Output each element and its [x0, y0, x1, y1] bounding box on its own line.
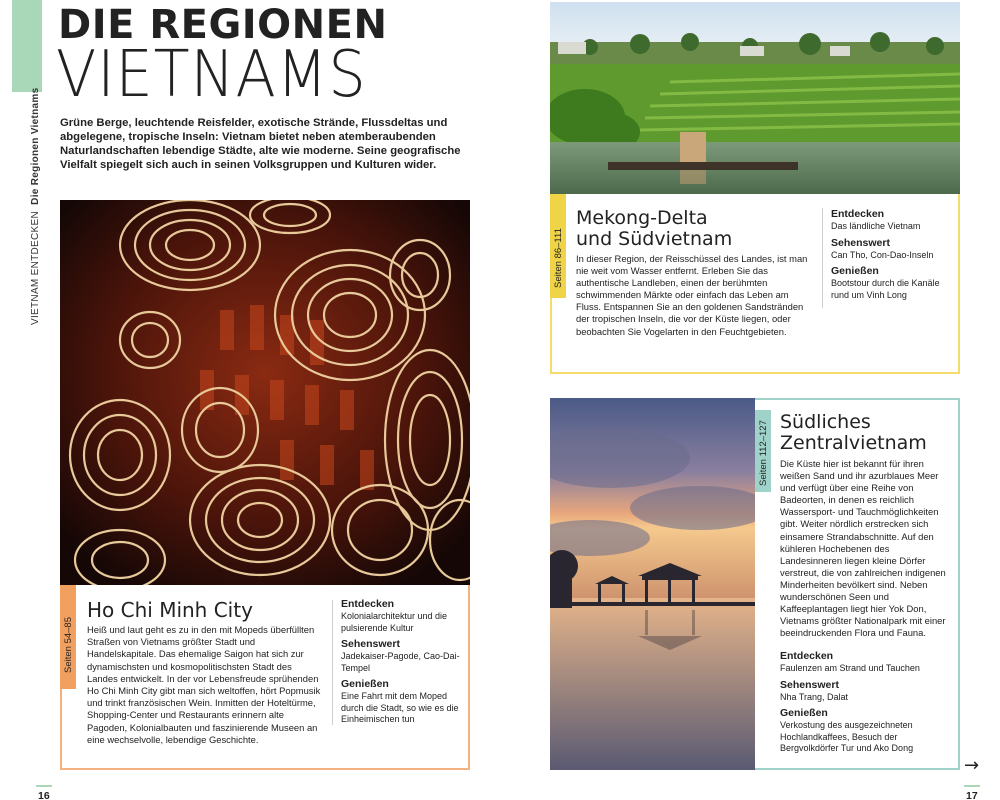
running-head — [30, 87, 48, 325]
mekong-pages: Seiten 86–111 — [553, 228, 564, 288]
hcm-title: Ho Chi Minh City — [87, 598, 253, 622]
south-title-line2: Zentralvietnam — [780, 432, 927, 454]
incense-coils-photo — [60, 200, 470, 585]
south-title-line1: Südliches — [780, 411, 871, 433]
mekong-entdecken-label: Entdecken — [831, 208, 885, 220]
mekong-page-tab — [550, 194, 566, 298]
mekong-text: In dieser Region, der Reisschüssel des Landes, ist man nie weit vom Wasser entfernt. Erleben Sie das authentische Landleben, einen der berühmten schwimmenden Märkte oder einfach das Leben am Fluss. Entspannen Sie an den goldenen Sandstränden der tropischen Inseln, die vor der Küste liegen, oder beobachten Sie Vogelarten in den Feuchtgebieten. — [576, 253, 808, 337]
mekong-title — [576, 208, 732, 250]
south-page-tab — [755, 410, 771, 492]
hcm-pages: Seiten 54–85 — [63, 617, 74, 673]
mekong-sehenswert: Can Tho, Con-Dao-Inseln — [831, 249, 934, 260]
hcm-sehenswert: Jadekaiser-Pagode, Cao-Dai-Tempel — [341, 651, 460, 673]
south-title — [780, 412, 927, 454]
mekong-geniessen-label: Genießen — [831, 265, 879, 277]
hcm-entdecken-label: Entdecken — [341, 598, 395, 610]
running-head-section: VIETNAM ENTDECKEN — [30, 210, 41, 325]
south-facts — [780, 650, 950, 755]
hcm-geniessen-label: Genießen — [341, 678, 389, 690]
south-text: Die Küste hier ist bekannt für ihren weißen Sand und ihr azurblaues Meer und verfügt über eine Reihe von Badeorten, in denen es reichlich Wassersport- und Tauchmöglichkeiten gibt. Weiter nördlich erstrecken sich einsamere Strandabschnitte. Auf den kühleren Hochebenen des Landesinneren liegen kleine Dörfer verstreut, die von zahlreichen indigenen Minderheiten bevölkert sind. Neben wunderschönen Seen und Kaffeeplantagen liegt hier Yok Don, Vietnams größter Nationalpark mit einer beeindruckenden Flora und Fauna. — [780, 458, 946, 639]
hcm-entdecken: Kolonialarchitektur und die pulsierende Kultur — [341, 611, 448, 633]
hcm-text: Heiß und laut geht es zu in den mit Mopeds überfüllten Straßen von Vietnams größter Stadt und Handelskapitale. Das ehemalige Saigon hat sich zur dynamischsten und kosmopolitischsten Stadt des Landes entwickelt. In der vor Lebensfreude sprühenden Ho Chi Minh City gibt man sich weltoffen, hört Popmusik und trinkt französischen Wein. Inmitten der Hoteltürme, Shopping-Center und Restaurants erinnern alte Pagoden, Kolonialbauten und faszinierende Museen an eine wechselvolle, lebendige Geschichte. — [87, 624, 321, 745]
south-sehenswert-label: Sehenswert — [780, 678, 839, 691]
page-number-right: 17 — [966, 790, 978, 800]
mekong-divider — [822, 208, 823, 308]
south-pages: Seiten 112–127 — [758, 420, 769, 486]
hcm-sehenswert-label: Sehenswert — [341, 638, 400, 650]
page-number-left: 16 — [38, 790, 50, 800]
hcm-facts — [341, 598, 463, 726]
mekong-title-line2: und Südvietnam — [576, 228, 733, 250]
south-sehenswert: Nha Trang, Dalat — [780, 691, 849, 702]
hcm-geniessen: Eine Fahrt mit dem Moped durch die Stadt, so wie es die Einheimischen tun — [341, 691, 459, 724]
mekong-facts — [831, 208, 953, 301]
running-head-title: Die Regionen Vietnams — [30, 87, 41, 205]
folio-line-left — [36, 785, 52, 787]
mekong-sehenswert-label: Sehenswert — [831, 236, 890, 249]
hcm-page-tab — [60, 585, 76, 689]
next-page-arrow-icon[interactable]: → — [964, 755, 980, 776]
hcm-divider — [332, 600, 333, 725]
page-title-line1: DIE REGIONEN — [58, 2, 388, 48]
intro-text: Grüne Berge, leuchtende Reisfelder, exotische Strände, Flussdeltas und abgelegene, tropische Inseln: Vietnam bietet neben atemberaubenden Naturlandschaften lebendige Städte, alte wie moderne. Seine geografische Vielfalt spiegelt sich auch in seinen Volksgruppen und Kulturen wider. — [60, 117, 461, 171]
mekong-delta-photo — [550, 2, 960, 194]
mekong-title-line1: Mekong-Delta — [576, 207, 708, 229]
coast-sunset-photo — [550, 398, 755, 770]
mekong-entdecken: Das ländliche Vietnam — [831, 221, 921, 231]
south-geniessen: Verkostung des ausgezeichneten Hochlandkaffees, Besuch der Bergvolkdörfer Tur und Ako Dong — [780, 720, 914, 753]
mekong-geniessen: Bootstour durch die Kanäle rund um Vinh Long — [831, 278, 940, 300]
south-entdecken-label: Entdecken — [780, 650, 834, 662]
folio-line-right — [964, 785, 980, 787]
section-color-tab — [12, 0, 42, 92]
page-title-line2: VIETNAMS — [56, 38, 367, 112]
south-entdecken: Faulenzen am Strand und Tauchen — [780, 663, 920, 673]
south-geniessen-label: Genießen — [780, 707, 828, 719]
